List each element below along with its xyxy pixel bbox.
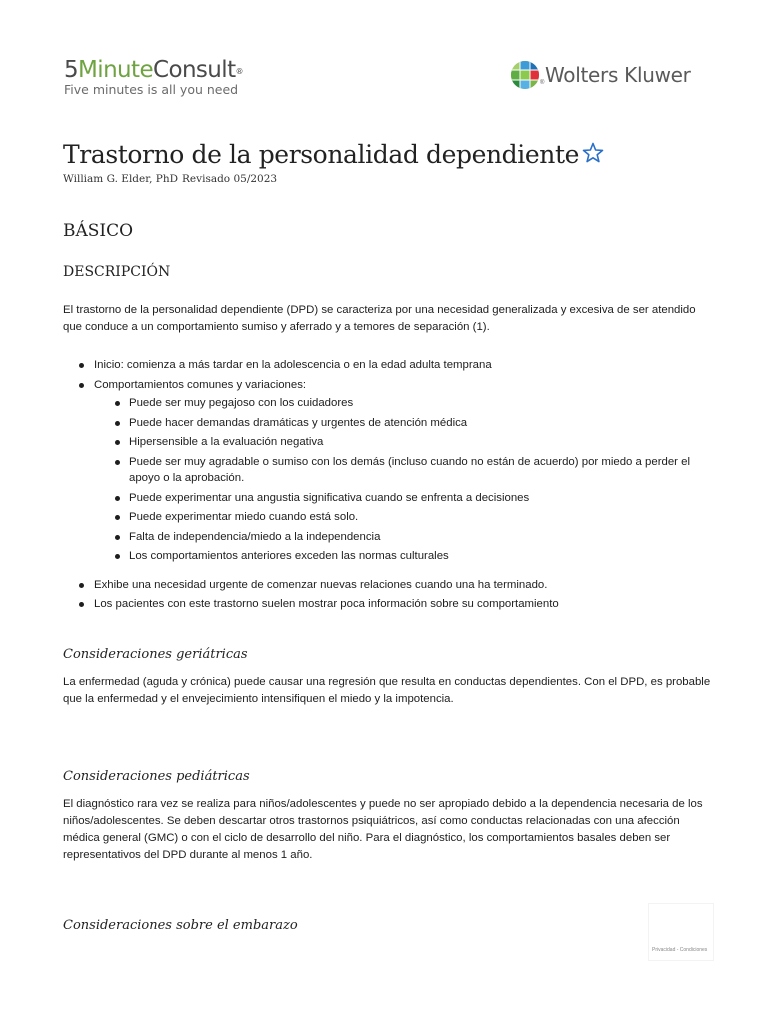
wolters-kluwer-logo[interactable] xyxy=(510,60,691,90)
byline xyxy=(63,172,713,186)
description-title: DESCRIPCIÓN xyxy=(63,264,171,280)
list-item: Puede ser muy agradable o sumiso con los demás (incluso cuando no están de acuerdo) por miedo a perder el apoyo o la aprobación. xyxy=(63,454,713,487)
article xyxy=(63,138,713,935)
pediatric-title: Consideraciones pediátricas xyxy=(63,768,250,784)
list-item: Comportamientos comunes y variaciones: Puede ser muy pegajoso con los cuidadores Puede hacer demandas dramáticas y urgentes de atención médica Hipersensible a la evaluación negativa Puede ser muy agradable o sumiso con los demás (incluso cuando no están de acuerdo) por miedo a perder el apoyo o la aprobación. Puede experimentar una angustia significativa cuando se enfrenta a decisiones Puede experimentar miedo cuando está solo. Falta de independencia/miedo a la independencia Los comportamientos anteriores exceden las normas culturales xyxy=(63,377,713,565)
list-item: Puede experimentar miedo cuando está solo. xyxy=(63,509,713,526)
list-item: Los pacientes con este trastorno suelen mostrar poca información sobre su comportamiento xyxy=(63,596,713,613)
description-list xyxy=(63,357,713,613)
revised-date: Revisado 05/2023 xyxy=(182,173,278,185)
pregnancy-title: Consideraciones sobre el embarazo xyxy=(63,917,298,933)
publisher-name: Wolters Kluwer xyxy=(545,63,691,87)
pediatric-paragraph: El diagnóstico rara vez se realiza para niños/adolescentes y puede no ser apropiado debido a la dependencia necesaria de los niños/adolescentes. Se deben descartar otros trastornos psiquiátricos, así como conductas relacionadas con una afección médica general (GMC) o con el ciclo de desarrollo del niño. Para el diagnóstico, los comportamientos basales deben ser representativos del DPD durante al menos 1 año. xyxy=(63,797,703,861)
brand-name: 5MinuteConsult® xyxy=(64,57,243,83)
list-item: Falta de independencia/miedo a la independencia xyxy=(63,529,713,546)
list-item: Hipersensible a la evaluación negativa xyxy=(63,434,713,451)
list-item: Puede hacer demandas dramáticas y urgentes de atención médica xyxy=(63,415,713,432)
footer-links[interactable]: Privacidad - Condiciones xyxy=(652,947,708,953)
list-item: Exhibe una necesidad urgente de comenzar nuevas relaciones cuando una ha terminado. xyxy=(63,577,713,594)
section-title: BÁSICO xyxy=(63,221,134,241)
geriatric-title: Consideraciones geriátricas xyxy=(63,646,248,662)
list-item: Puede experimentar una angustia significativa cuando se enfrenta a decisiones xyxy=(63,490,713,507)
5minuteconsult-logo[interactable] xyxy=(64,56,243,97)
list-item: Inicio: comienza a más tardar en la adolescencia o en la edad adulta temprana xyxy=(63,357,713,374)
behaviors-list xyxy=(63,395,713,565)
geriatric-paragraph: La enfermedad (aguda y crónica) puede causar una regresión que resulta en conductas dependientes. Con el DPD, es probable que la enfermedad y el envejecimiento intensifiquen el miedo y la impotencia. xyxy=(63,675,711,705)
list-item: Los comportamientos anteriores exceden las normas culturales xyxy=(63,548,713,565)
description-paragraph: El trastorno de la personalidad dependiente (DPD) se caracteriza por una necesidad generalizada y excesiva de ser atendido que conduce a un comportamiento sumiso y aferrado y a temores de separación (1). xyxy=(63,304,696,333)
page-header xyxy=(0,0,768,110)
author: William G. Elder, PhD xyxy=(63,173,179,185)
list-item: Puede ser muy pegajoso con los cuidadores xyxy=(63,395,713,412)
article-title: Trastorno de la personalidad dependiente xyxy=(63,138,713,172)
wolters-kluwer-globe-icon: ® xyxy=(510,60,540,90)
star-outline-icon[interactable] xyxy=(581,140,605,164)
brand-tagline: Five minutes is all you need xyxy=(64,82,239,97)
